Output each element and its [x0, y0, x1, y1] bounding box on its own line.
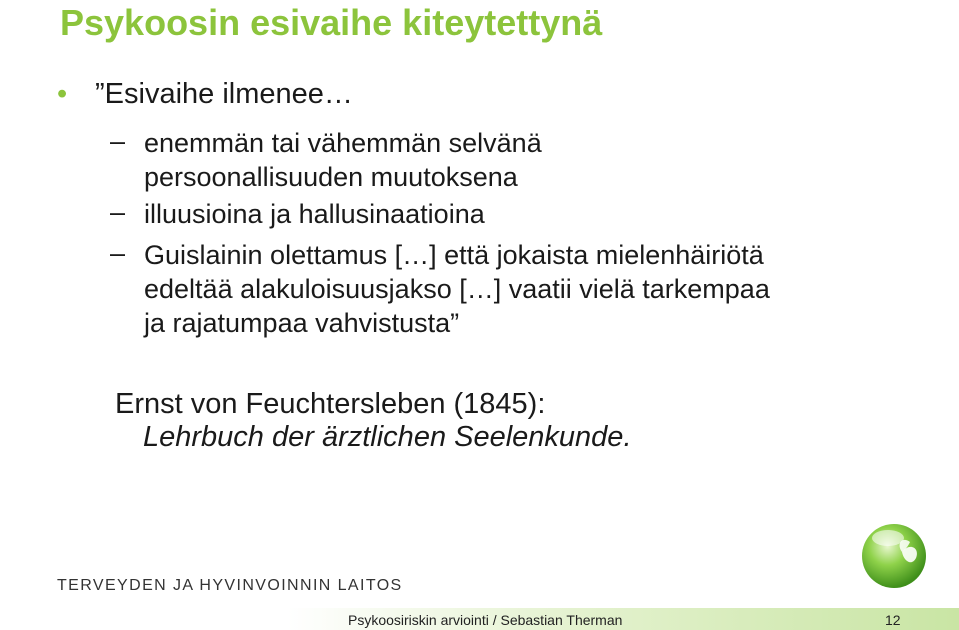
organization-name: TERVEYDEN JA HYVINVOINNIN LAITOS	[57, 577, 403, 594]
list-item-line: enemmän tai vähemmän selvänä	[144, 128, 542, 158]
list-item-line: persoonallisuuden muutoksena	[144, 162, 518, 192]
footer-bar	[0, 608, 959, 630]
main-bullet	[57, 78, 353, 111]
list-item-line: edeltää alakuloisuusjakso […] vaatii vielä tarkempaa	[144, 274, 770, 304]
dash-icon: –	[110, 197, 126, 227]
green-sphere-logo-icon	[858, 518, 930, 590]
slide-title: Psykoosin esivaihe kiteytettynä	[60, 2, 603, 43]
dash-icon: –	[110, 126, 126, 156]
list-item-line: Guislainin olettamus […] että jokaista mielenhäiriötä	[144, 240, 764, 270]
dash-icon: –	[110, 238, 126, 268]
footer-text: Psykoosiriskin arviointi / Sebastian Therman	[348, 612, 623, 628]
list-item-line: illuusioina ja hallusinaatioina	[144, 199, 485, 229]
bullet-dot-icon: •	[57, 78, 68, 110]
reference-author: Ernst von Feuchtersleben (1845):	[115, 388, 546, 420]
page-number: 12	[885, 612, 901, 628]
list-item-line: ja rajatumpaa vahvistusta”	[144, 308, 460, 338]
reference-book: Lehrbuch der ärztlichen Seelenkunde.	[143, 421, 632, 453]
reference	[115, 388, 632, 454]
bullet-text: ”Esivaihe ilmenee…	[95, 78, 353, 110]
